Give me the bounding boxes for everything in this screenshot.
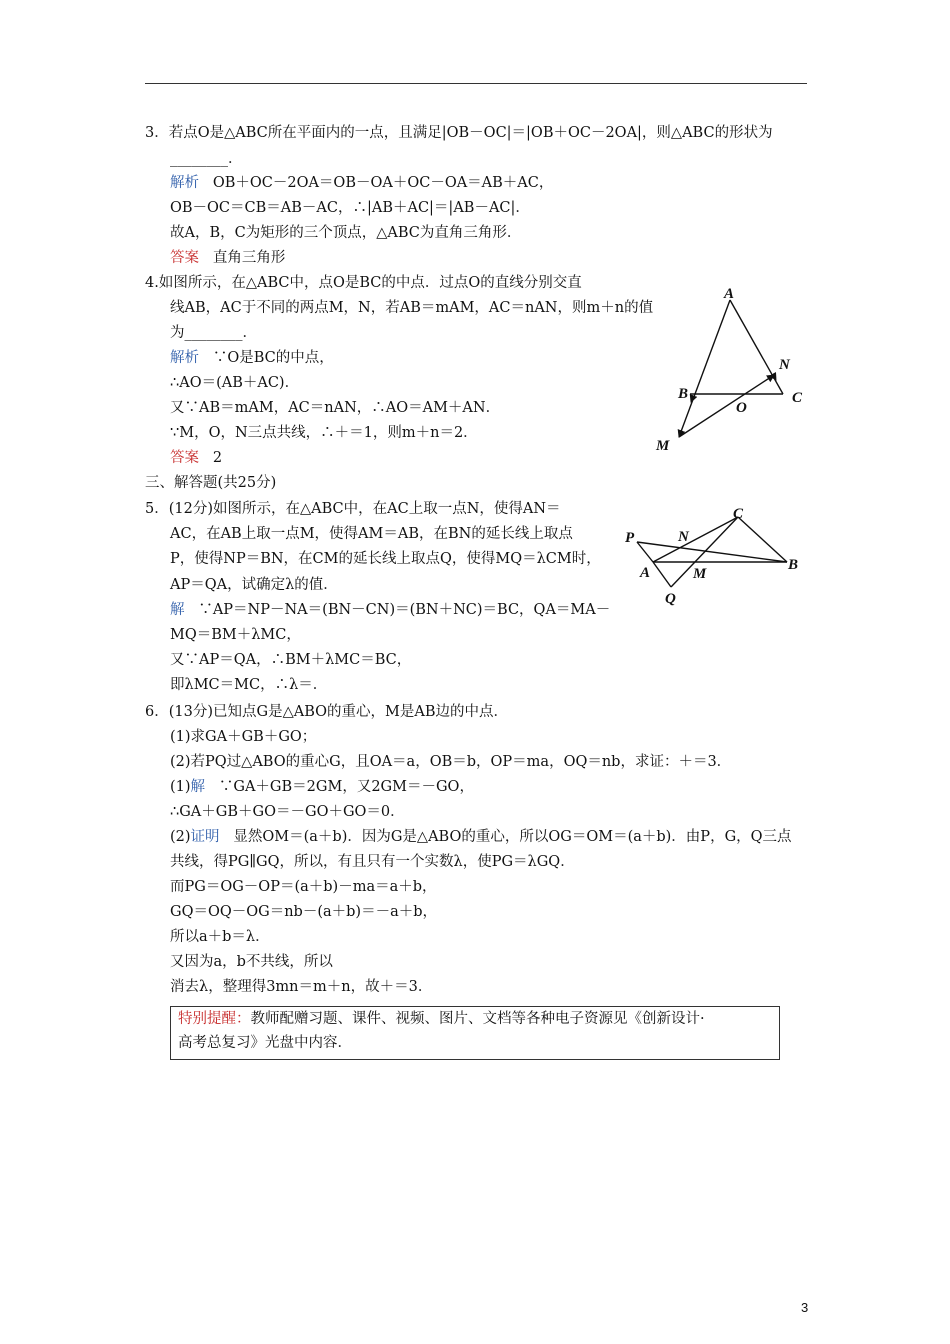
p6-solution-2d: GQ＝OQ－OG＝nb－(a＋b)＝－a＋b， (170, 904, 438, 920)
fig-label-N: N (678, 529, 689, 545)
solution-label: 解析 (170, 350, 199, 366)
p4-line3: 为________． (170, 325, 257, 341)
p3-solution-3: 故A，B，C为矩形的三个顶点，△ABC为直角三角形． (170, 225, 522, 241)
p6-solution-1b: ∴GA＋GB＋GO＝－GO＋GO＝0． (170, 804, 405, 820)
p3-sol1-text: OB＋OC－2OA＝OB－OA＋OC－OA＝AB＋AC， (212, 175, 554, 191)
solution-label: 解析 (170, 175, 199, 191)
p6-solution-2f: 又因为a，b不共线，所以 (170, 954, 333, 970)
fig-label-B: B (678, 386, 689, 402)
p5-line-CB (738, 517, 787, 562)
notice-label: 特别提醒： (178, 1011, 251, 1027)
p4-figure (650, 280, 820, 455)
p4-line-AC (730, 300, 783, 394)
solution-label: 解 (170, 602, 185, 618)
p4-answer (170, 449, 222, 467)
p3-line1: 3．若点O是△ABC所在平面内的一点，且满足|OB－OC|＝|OB＋OC－2OA|，则△ABC的形状为 (145, 125, 773, 141)
proof-label: 证明 (190, 829, 220, 845)
p4-line-MN (679, 375, 774, 437)
fig-label-N: N (779, 357, 790, 373)
notice-line2: 高考总复习》光盘中内容． (178, 1035, 352, 1051)
fig-label-M: M (656, 438, 670, 454)
fig-label-A: A (640, 565, 651, 581)
p4-solution-3: 又∵AB＝mAM，AC＝nAN，∴AO＝AM＋AN． (170, 400, 501, 416)
p6-solution-1a (170, 778, 474, 796)
answer-label: 答案 (170, 250, 199, 266)
p6-question-2: (2)若PQ过△ABO的重心G，且OA＝a，OB＝b，OP＝ma，OQ＝nb，求证：＋＝3． (170, 754, 732, 770)
fig-label-Q: Q (665, 591, 676, 607)
solution-label: 解 (190, 779, 206, 795)
p6-line1: 6．(13分)已知点G是△ABO的重心，M是AB边的中点． (145, 704, 508, 720)
p5-sol1-text: ∵AP＝NP－NA＝(BN－CN)＝(BN＋NC)＝BC，QA＝MA－ (198, 602, 611, 618)
notice-line1 (178, 1010, 705, 1028)
p5-line4: AP＝QA，试确定λ的值． (170, 577, 338, 593)
p4-line2: 线AB，AC于不同的两点M，N，若AB＝mAM，AC＝nAN，则m＋n的值 (170, 300, 654, 316)
fig-label-P: P (625, 530, 635, 546)
p5-line-AQ (653, 562, 671, 587)
p4-answer-text: 2 (212, 450, 223, 466)
p3-solution-2: OB－OC＝CB＝AB－AC，∴|AB＋AC|＝|AB－AC|． (170, 200, 530, 216)
p3-answer (170, 249, 285, 267)
p6-solution-2g: 消去λ，整理得3mn＝m＋n，故＋＝3． (170, 979, 433, 995)
p6-s2a-text: 显然OM＝(a＋b)．因为G是△ABO的重心，所以OG＝OM＝(a＋b)．由P，G，Q三点 (233, 829, 792, 845)
p6-s1-prefix: (1) (170, 779, 191, 795)
p4-solution-4: ∵M，O，N三点共线，∴＋＝1，则m＋n＝2． (170, 425, 478, 441)
p4-line-AB-extended (679, 300, 730, 437)
p6-solution-2a (170, 828, 792, 846)
section-heading: 三、解答题(共25分) (145, 475, 277, 491)
p3-solution-1 (170, 174, 553, 192)
fig-label-A: A (724, 286, 735, 302)
p3-answer-text: 直角三角形 (212, 250, 286, 266)
p6-solution-2b: 共线，得PG∥GQ，所以，有且只有一个实数λ，使PG＝λGQ． (170, 854, 575, 870)
p5-figure (620, 500, 810, 610)
p5-solution-4: 即λMC＝MC，∴λ＝． (170, 677, 328, 693)
fig-label-C: C (792, 390, 803, 406)
p5-line3: P，使得NP＝BN，在CM的延长线上取点Q，使得MQ＝λCM时， (170, 551, 601, 567)
page-number: 3 (801, 1300, 809, 1315)
fig-label-C: C (733, 506, 744, 522)
p5-solution-3: 又∵AP＝QA，∴BM＋λMC＝BC， (170, 652, 412, 668)
p6-s1a-text: ∵GA＋GB＝2GM，又2GM＝－GO， (218, 779, 474, 795)
header-rule (145, 83, 807, 84)
answer-label: 答案 (170, 450, 199, 466)
p6-solution-2e: 所以a＋b＝λ． (170, 929, 270, 945)
p4-sol1-text: ∵O是BC的中点， (212, 350, 334, 366)
p3-line2: ________． (170, 151, 243, 167)
p6-solution-2c: 而PG＝OG－OP＝(a＋b)－ma＝a＋b， (170, 879, 437, 895)
p5-solution-1 (170, 601, 610, 619)
p6-s2-prefix: (2) (170, 829, 191, 845)
p5-line1: 5．(12分)如图所示，在△ABC中，在AC上取一点N，使得AN＝ (145, 501, 561, 517)
fig-label-M: M (693, 566, 707, 582)
notice-text1: 教师配赠习题、课件、视频、图片、文档等各种电子资源见《创新设计· (250, 1011, 705, 1027)
p6-question-1: (1)求GA＋GB＋GO； (170, 729, 317, 745)
p5-line-PA (637, 542, 653, 562)
p4-solution-2: ∴AO＝(AB＋AC)． (170, 375, 300, 391)
p4-solution-1 (170, 349, 334, 367)
p5-solution-2: MQ＝BM＋λMC， (170, 627, 301, 643)
p5-line-AC (653, 517, 738, 562)
p4-line1: 4.如图所示，在△ABC中，点O是BC的中点．过点O的直线分别交直 (145, 275, 582, 291)
p5-line2: AC，在AB上取一点M，使得AM＝AB，在BN的延长线上取点 (170, 526, 573, 542)
fig-label-B: B (788, 557, 799, 573)
fig-label-O: O (736, 400, 747, 416)
